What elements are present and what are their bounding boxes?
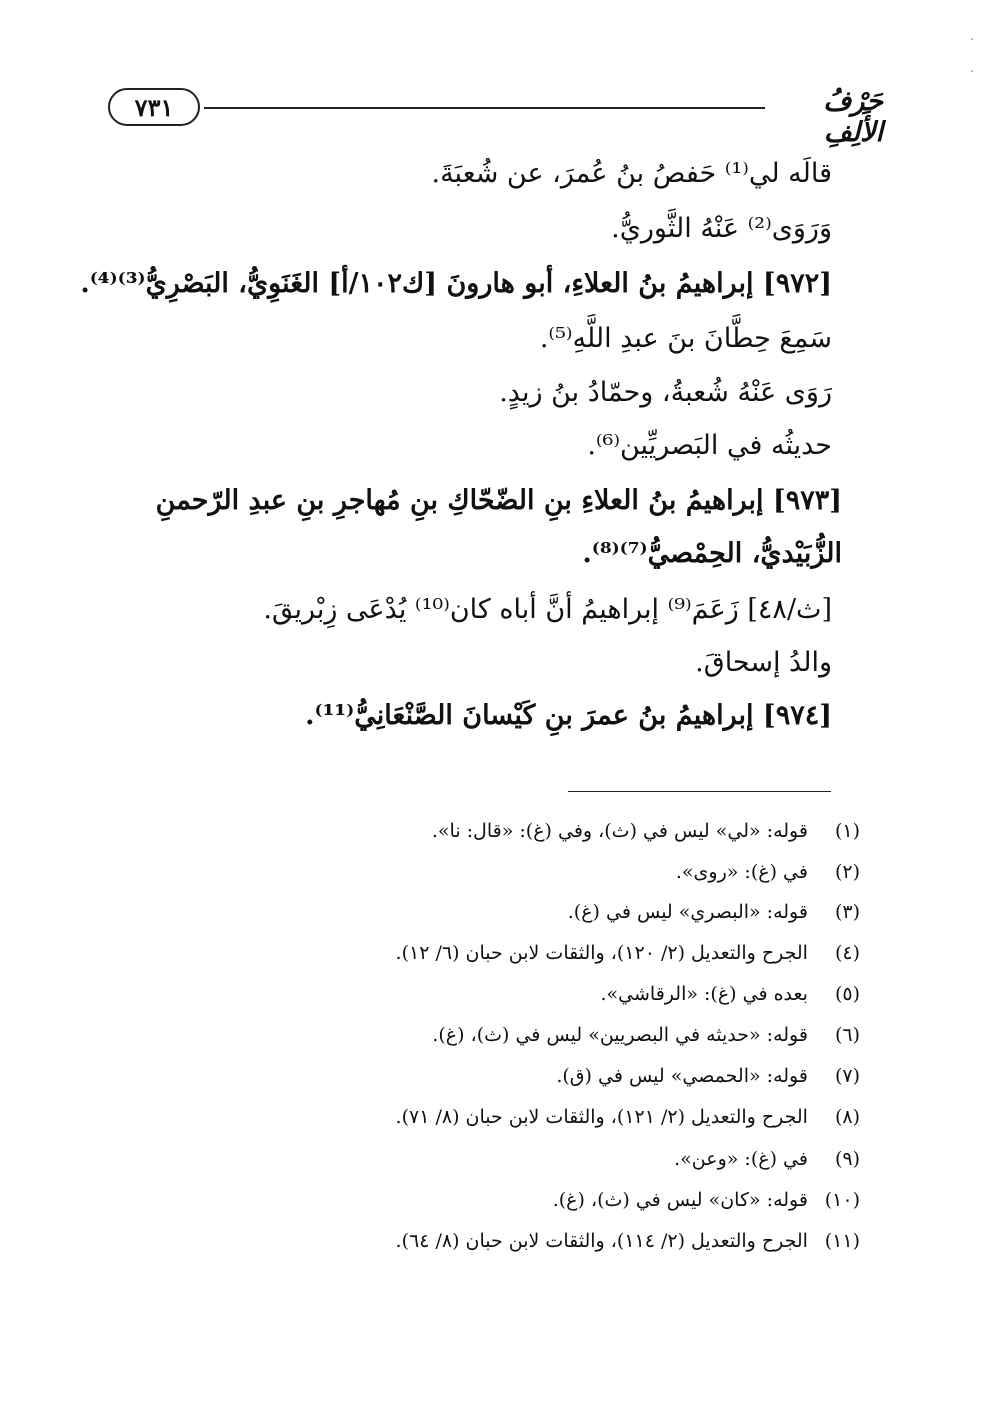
footnote-number: (٥)	[834, 983, 860, 1005]
footnote-text: في (غ): «وعن».	[674, 1148, 808, 1170]
page-header	[108, 82, 883, 148]
footnote	[396, 1230, 860, 1252]
text-line: قالَه لي⁽¹⁾ حَفصُ بنُ عُمرَ، عن شُعبَةَ.	[431, 158, 832, 189]
page-number: ٧٣١	[108, 88, 200, 126]
footnote	[432, 820, 860, 842]
footnote-text: في (غ): «روى».	[675, 861, 808, 883]
text-line: رَوَى عَنْهُ شُعبةُ، وحمّادُ بنُ زيدٍ.	[499, 377, 832, 408]
footnote-number: (١٠)	[824, 1189, 860, 1211]
footnote-text: الجرح والتعديل (٢/ ١١٤)، والثقات لابن حبان (٨/ ٦٤).	[395, 1230, 808, 1252]
header-rule	[204, 107, 765, 109]
footnote-number: (٤)	[834, 942, 860, 964]
footnote-text: الجرح والتعديل (٢/ ١٢٠)، والثقات لابن حبان (٦/ ١٢).	[395, 942, 808, 964]
text-line: وَرَوَى⁽²⁾ عَنْهُ الثَّوريُّ.	[611, 213, 832, 244]
footnote-number: (٧)	[834, 1065, 860, 1087]
text-line: والدُ إسحاقَ.	[695, 647, 832, 678]
footnote-number: (٩)	[834, 1148, 860, 1170]
footnote	[432, 1024, 860, 1046]
footnote-text: بعده في (غ): «الرقاشي».	[600, 983, 808, 1005]
footnote-number: (٢)	[834, 861, 860, 883]
scan-mark	[971, 38, 973, 40]
footnote-number: (٦)	[834, 1024, 860, 1046]
footnote-text: قوله: «لي» ليس في (ث)، وفي (غ): «قال: نا».	[431, 820, 808, 842]
footnote-number: (١١)	[824, 1230, 860, 1252]
footnote-separator	[568, 791, 831, 792]
footnote	[601, 983, 861, 1005]
text-line: [ث/٤٨] زَعَمَ⁽⁹⁾ إبراهيمُ أنَّ أباه كان⁽¹⁰⁾ يُدْعَى زِبْريقَ.	[263, 594, 832, 625]
scan-mark	[971, 70, 973, 72]
footnote-number: (١)	[834, 820, 860, 842]
footnote	[396, 942, 860, 964]
footnote	[568, 901, 860, 923]
chapter-title: حَرْفُ الأَلِفِ	[823, 86, 883, 148]
footnote-text: قوله: «كان» ليس في (ث)، (غ).	[552, 1189, 808, 1211]
footnote	[553, 1189, 860, 1211]
footnote	[676, 861, 860, 883]
footnote-text: قوله: «البصري» ليس في (غ).	[567, 901, 808, 923]
entry-heading-973: [٩٧٣] إبراهيمُ بنُ العلاءِ بنِ الضّحّاكِ بنِ مُهاجرِ بنِ عبدِ الرّحمنِ	[155, 485, 842, 516]
footnote-text: الجرح والتعديل (٢/ ١٢١)، والثقات لابن حبان (٨/ ٧١).	[395, 1106, 808, 1128]
footnote-number: (٣)	[834, 901, 860, 923]
footnote-text: قوله: «حديثه في البصريين» ليس في (ث)، (غ).	[432, 1024, 808, 1046]
footnote	[556, 1065, 860, 1087]
text-line: سَمِعَ حِطَّانَ بنَ عبدِ اللَّهِ⁽⁵⁾.	[539, 323, 832, 354]
footnote-text: قوله: «الحمصي» ليس في (ق).	[556, 1065, 808, 1087]
footnote	[396, 1106, 860, 1128]
entry-heading-972: [٩٧٢] إبراهيمُ بنُ العلاءِ، أبو هارونَ [ك١٠٢/أ] الغَنَوِيُّ، البَصْرِيُّ⁽³⁾⁽⁴⁾.	[80, 268, 832, 299]
entry-heading-973-cont: الزُّبَيْديُّ، الحِمْصيُّ⁽⁷⁾⁽⁸⁾.	[582, 538, 842, 569]
footnote-number: (٨)	[834, 1106, 860, 1128]
text-line: حديثُه في البَصريِّين⁽⁶⁾.	[587, 430, 832, 461]
entry-heading-974: [٩٧٤] إبراهيمُ بنُ عمرَ بنِ كَيْسانَ الصَّنْعَانِيُّ⁽¹¹⁾.	[305, 700, 832, 731]
footnote	[674, 1148, 860, 1170]
